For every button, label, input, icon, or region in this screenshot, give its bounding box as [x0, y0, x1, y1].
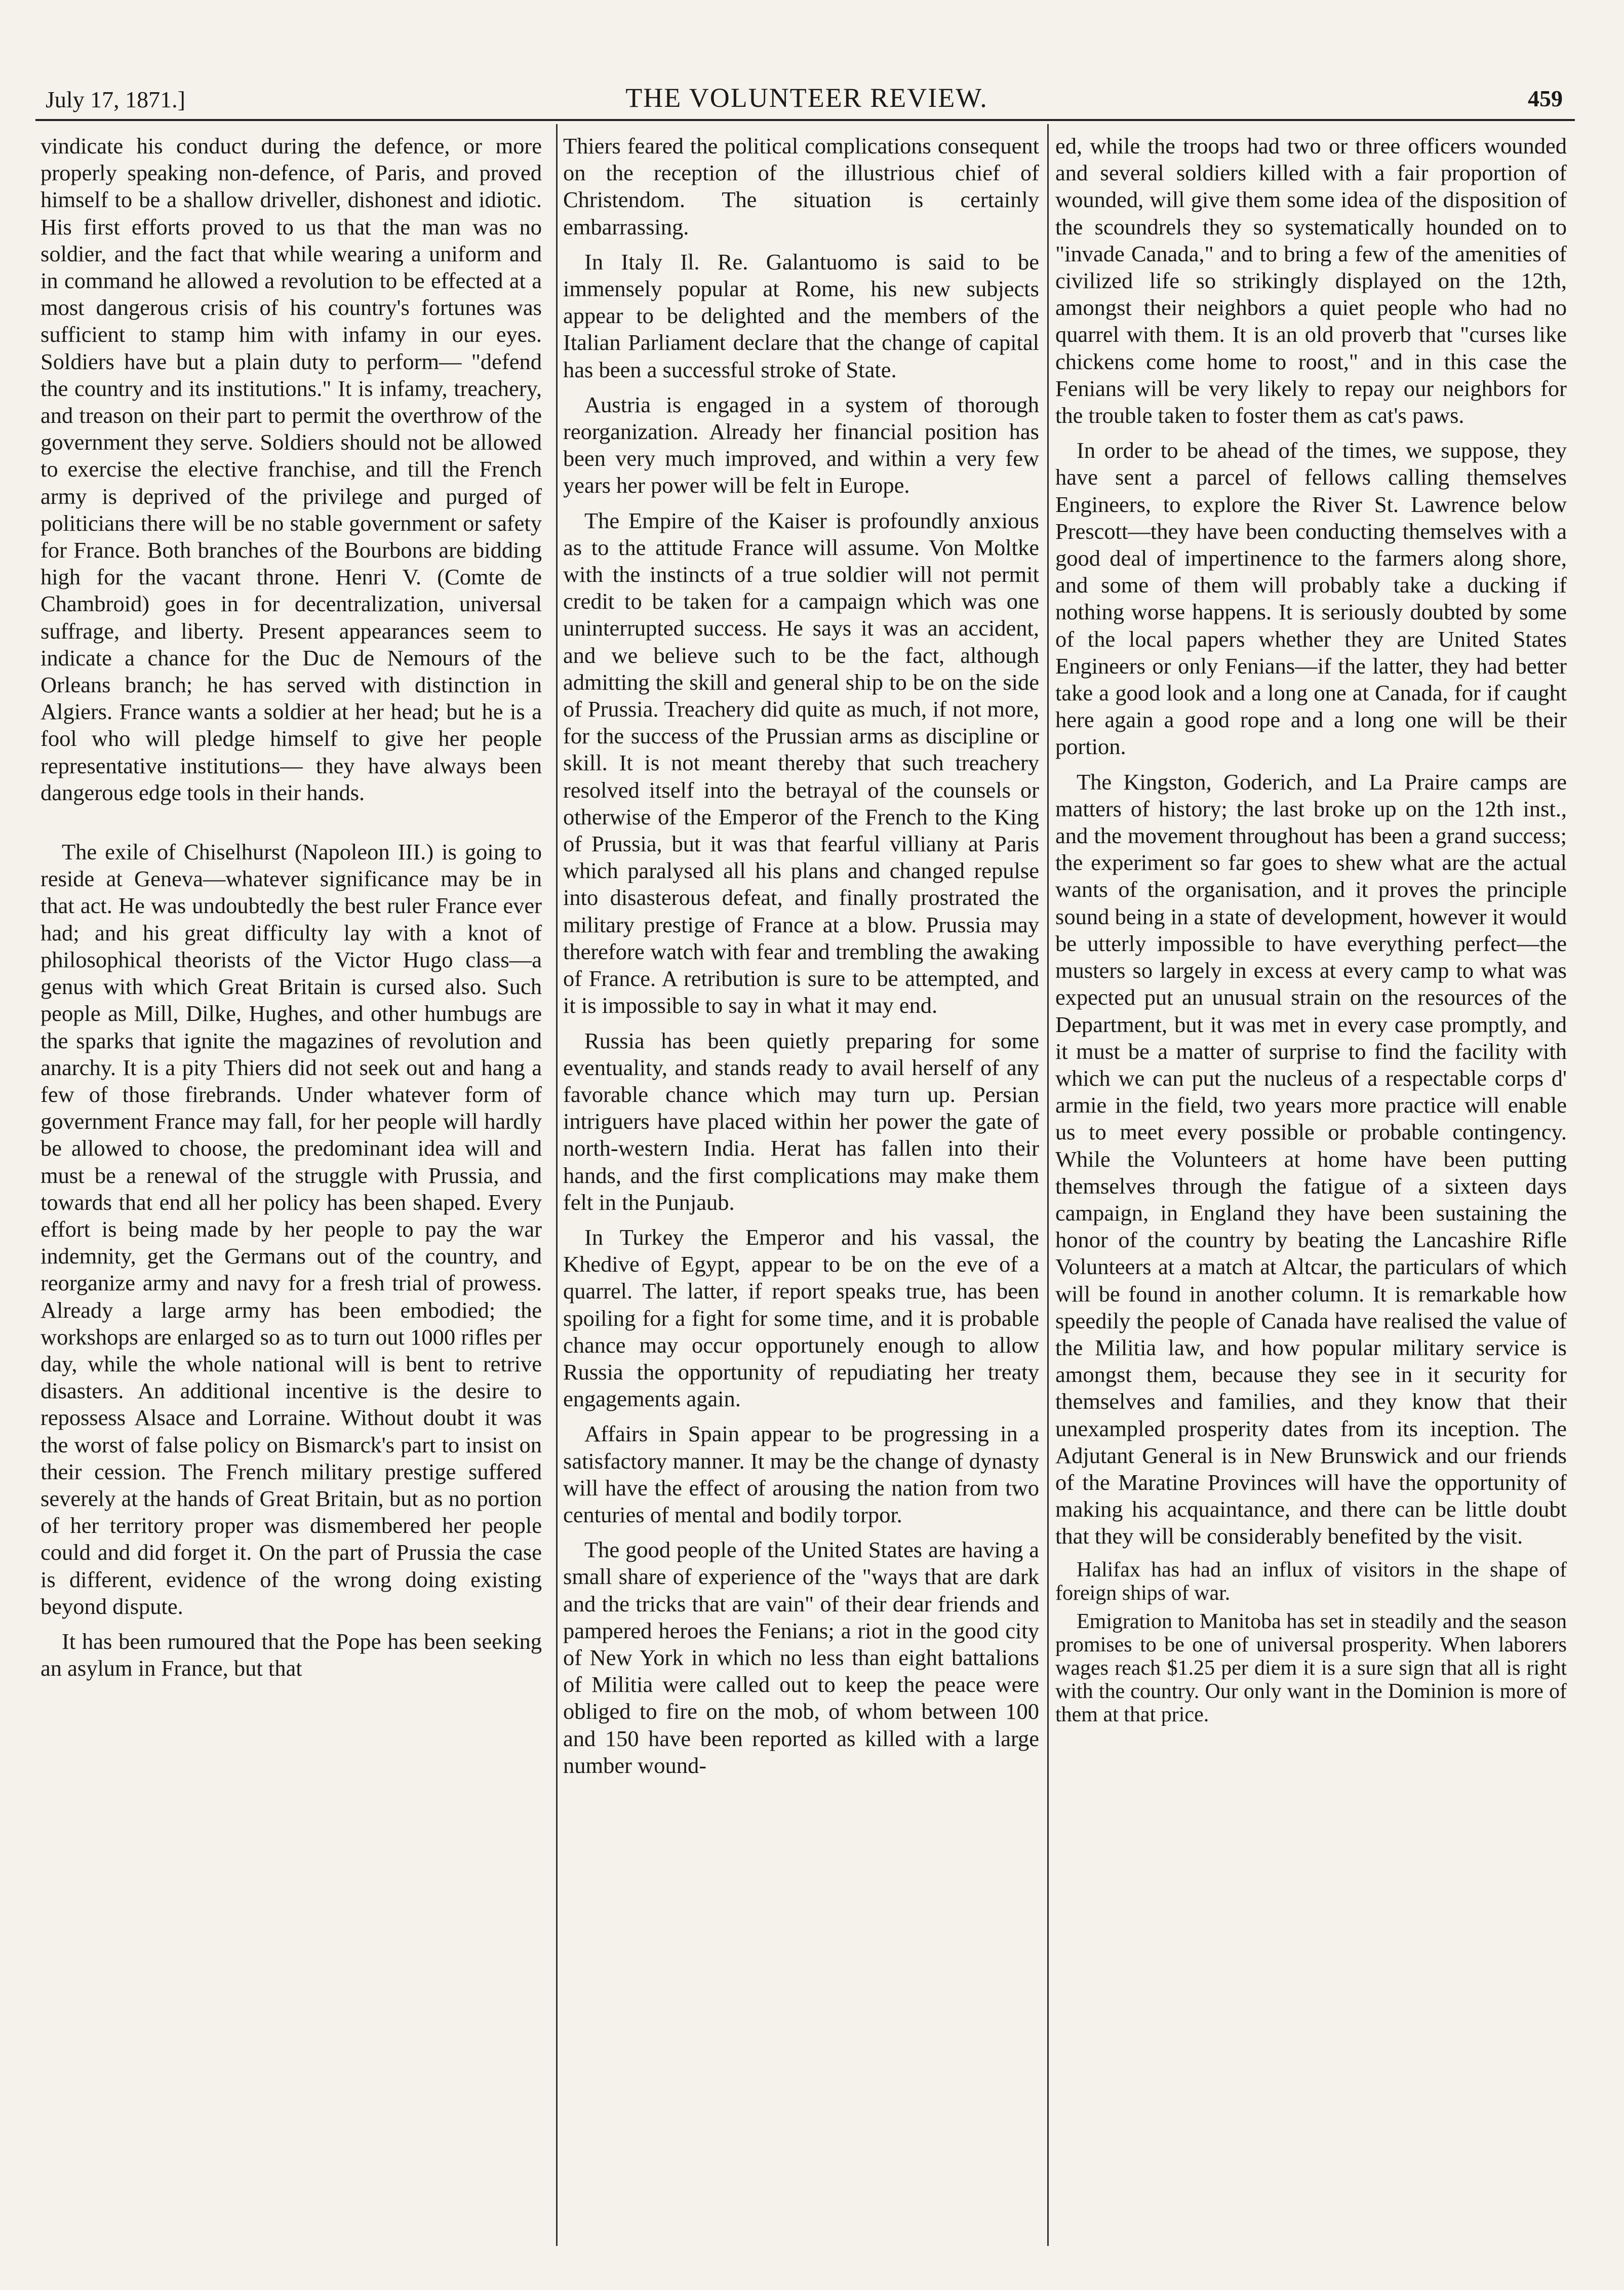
page-header	[39, 76, 1574, 111]
column-rule	[1047, 124, 1049, 2246]
article-paragraph: Halifax has had an influx of visitors in the shape of foreign ships of war.	[1055, 1558, 1567, 1605]
article-paragraph: ed, while the troops had two or three officers wounded and several soldiers killed with a fair proportion of wounded, will give them some idea of the disposition of the scoundrels they so systematically hounded on to "invade Canada," and to bring a few of the amenities of civilized life so strikingly displayed on the 12th, amongst their neighbors a quiet people who had no quarrel with them. It is an old proverb that "curses like chickens come home to roost," and in this case the Fenians will be very likely to repay our neighbors for the trouble taken to foster them as cat's paws.	[1055, 133, 1567, 428]
article-paragraph: Emigration to Manitoba has set in steadily and the season promises to be one of universal prosperity. When laborers wages reach $1.25 per diem it is a sure sign that all is right with the country. Our only want in the Dominion is more of them at that price.	[1055, 1609, 1567, 1726]
column-1	[41, 133, 542, 1682]
article-paragraph: In Italy Il. Re. Galantuomo is said to be immensely popular at Rome, his new subjects appear to be delighted and the members of the Italian Parliament declare that the change of capital has been a successful stroke of State.	[563, 249, 1039, 382]
article-paragraph: The Kingston, Goderich, and La Praire camps are matters of history; the last broke up on the 12th inst., and the movement throughout has been a grand success; the experiment so far goes to shew what are the actual wants of the organisation, and it proves the principle sound being in a state of development, however it would be utterly impossible to have everything perfect—the musters so largely in excess at every camp to what was expected put an unusual strain on the resources of the Department, but it was met in every case promptly, and it must be a matter of surprise to find the facility with which we can put the nucleus of a respectable corps d' armie in the field, two years more practice will enable us to meet every possible or probable contingency. While the Volunteers at home have been putting themselves through the fatigue of a sixteen days campaign, in England they have been sustaining the honor of the country by beating the Lancashire Rifle Volunteers at a match at Altcar, the particulars of which will be found in another column. It is remarkable how speedily the people of Canada have realised the value of the Militia law, and how popular military service is amongst them, because they see in it security for themselves and families, and they know that their unexampled prosperity dates from its inception. The Adjutant General is in New Brunswick and our friends of the Maratine Provinces will have the opportunity of making his acquaintance, and there can be little doubt that they will be considerably benefited by the visit.	[1055, 769, 1567, 1549]
column-3	[1055, 133, 1567, 1726]
article-paragraph: The exile of Chiselhurst (Napoleon III.) is going to reside at Geneva—whatever significance may be in that act. He was undoubtedly the best ruler France ever had; and his great difficulty lay with a knot of philosophical theorists of the Victor Hugo class—a genus with which Great Britain is cursed also. Such people as Mill, Dilke, Hughes, and other humbugs are the sparks that ignite the magazines of revolution and anarchy. It is a pity Thiers did not seek out and hang a few of those firebrands. Under whatever form of government France may fall, for her people will hardly be allowed to choose, the predominant idea will and must be a renewal of the struggle with Prussia, and towards that end all her policy has been shaped. Every effort is being made by her people to pay the war indemnity, get the Germans out of the country, and reorganize army and navy for a fresh trial of prowess. Already a large army has been embodied; the workshops are enlarged so as to turn out 1000 rifles per day, while the whole national will is bent to retrive disasters. An additional incentive is the desire to repossess Alsace and Lorraine. Without doubt it was the worst of false policy on Bismarck's part to insist on their cession. The French military prestige suffered severely at the hands of Great Britain, but as no portion of her territory proper was dismembered her people could and did forget it. On the part of Prussia the case is different, evidence of the wrong doing existing beyond dispute.	[41, 839, 542, 1619]
header-rule	[35, 119, 1575, 121]
article-paragraph: Affairs in Spain appear to be progressing in a satisfactory manner. It may be the change of dynasty will have the effect of arousing the nation from two centuries of mental and bodily torpor.	[563, 1421, 1039, 1527]
article-paragraph: In order to be ahead of the times, we suppose, they have sent a parcel of fellows calling themselves Engineers, to explore the River St. Lawrence below Prescott—they have been conducting themselves with a good deal of impertinence to the farmers along shore, and some of them will probably take a ducking if nothing worse happens. It is seriously doubted by some of the local papers whether they are United States Engineers or only Fenians—if the latter, they had better take a good look and a long one at Canada, for if caught here again a good rope and a long one will be their portion.	[1055, 438, 1567, 760]
article-paragraph: The good people of the United States are having a small share of experience of the "ways that are dark and the tricks that are vain" of their dear friends and pampered heroes the Fenians; a riot in the good city of New York in which no less than eight battalions of Militia were called out to keep the peace were obliged to fire on the mob, of whom between 100 and 150 have been reported as killed with a large number wound-	[563, 1537, 1039, 1778]
article-paragraph: Austria is engaged in a system of thorough reorganization. Already her financial position has been very much improved, and within a very few years her power will be felt in Europe.	[563, 391, 1039, 498]
header-date: July 17, 1871.]	[46, 87, 185, 112]
article-paragraph: In Turkey the Emperor and his vassal, the Khedive of Egypt, appear to be on the eve of a quarrel. The latter, if report speaks true, has been spoiling for a fight for some time, and it is probable chance may occur opportunely enough to allow Russia the opportunity of repudiating her treaty engagements again.	[563, 1224, 1039, 1412]
column-rule	[556, 124, 558, 2246]
page-number: 459	[1528, 86, 1563, 111]
article-paragraph: Russia has been quietly preparing for some eventuality, and stands ready to avail herself of any favorable chance which may turn up. Persian intriguers have placed within her power the gate of north-western India. Herat has fallen into their hands, and the first complications may make them felt in the Punjaub.	[563, 1028, 1039, 1215]
article-paragraph: It has been rumoured that the Pope has been seeking an asylum in France, but that	[41, 1628, 542, 1681]
column-2	[563, 133, 1039, 1779]
article-paragraph: vindicate his conduct during the defence, or more properly speaking non-defence, of Paris, and proved himself to be a shallow driveller, dishonest and idiotic. His first efforts proved to us that the man was no soldier, and the fact that while wearing a uniform and in command he allowed a revolution to be effected at a most dangerous crisis of his country's fortunes was sufficient to stamp him with infamy in our eyes. Soldiers have but a plain duty to perform— "defend the country and its institutions." It is infamy, treachery, and treason on their part to permit the overthrow of the government they serve. Soldiers should not be allowed to exercise the elective franchise, and till the French army is deprived of the privilege and purged of politicians there will be no stable government or safety for France. Both branches of the Bourbons are bidding high for the vacant throne. Henri V. (Comte de Chambroid) goes in for decentralization, universal suffrage, and liberty. Present appearances seem to indicate a chance for the Duc de Nemours of the Orleans branch; he has served with distinction in Algiers. France wants a soldier at her head; but he is a fool who will pledge himself to give her people representative institutions— they have always been dangerous edge tools in their hands.	[41, 133, 542, 805]
masthead-title: THE VOLUNTEER REVIEW.	[625, 83, 988, 113]
article-paragraph: The Empire of the Kaiser is profoundly anxious as to the attitude France will assume. Von Moltke with the instincts of a true soldier will not permit credit to be taken for a campaign which was one uninterrupted success. He says it was an accident, and we believe such to be the fact, although admitting the skill and general ship to be on the side of Prussia. Treachery did quite as much, if not more, for the success of the Prussian arms as discipline or skill. It is not meant thereby that such treachery resolved itself into the betrayal of the counsels or otherwise of the Emperor of the French to the King of Prussia, but it was that fearful villiany at Paris which paralysed all his plans and changed repulse into disasterous defeat, and finally prostrated the military prestige of France at a blow. Prussia may therefore watch with fear and trembling the awaking of France. A retribution is sure to be attempted, and it is impossible to say in what it may end.	[563, 507, 1039, 1018]
article-paragraph: Thiers feared the political complications consequent on the reception of the illustrious chief of Christendom. The situation is certainly embarrassing.	[563, 133, 1039, 240]
